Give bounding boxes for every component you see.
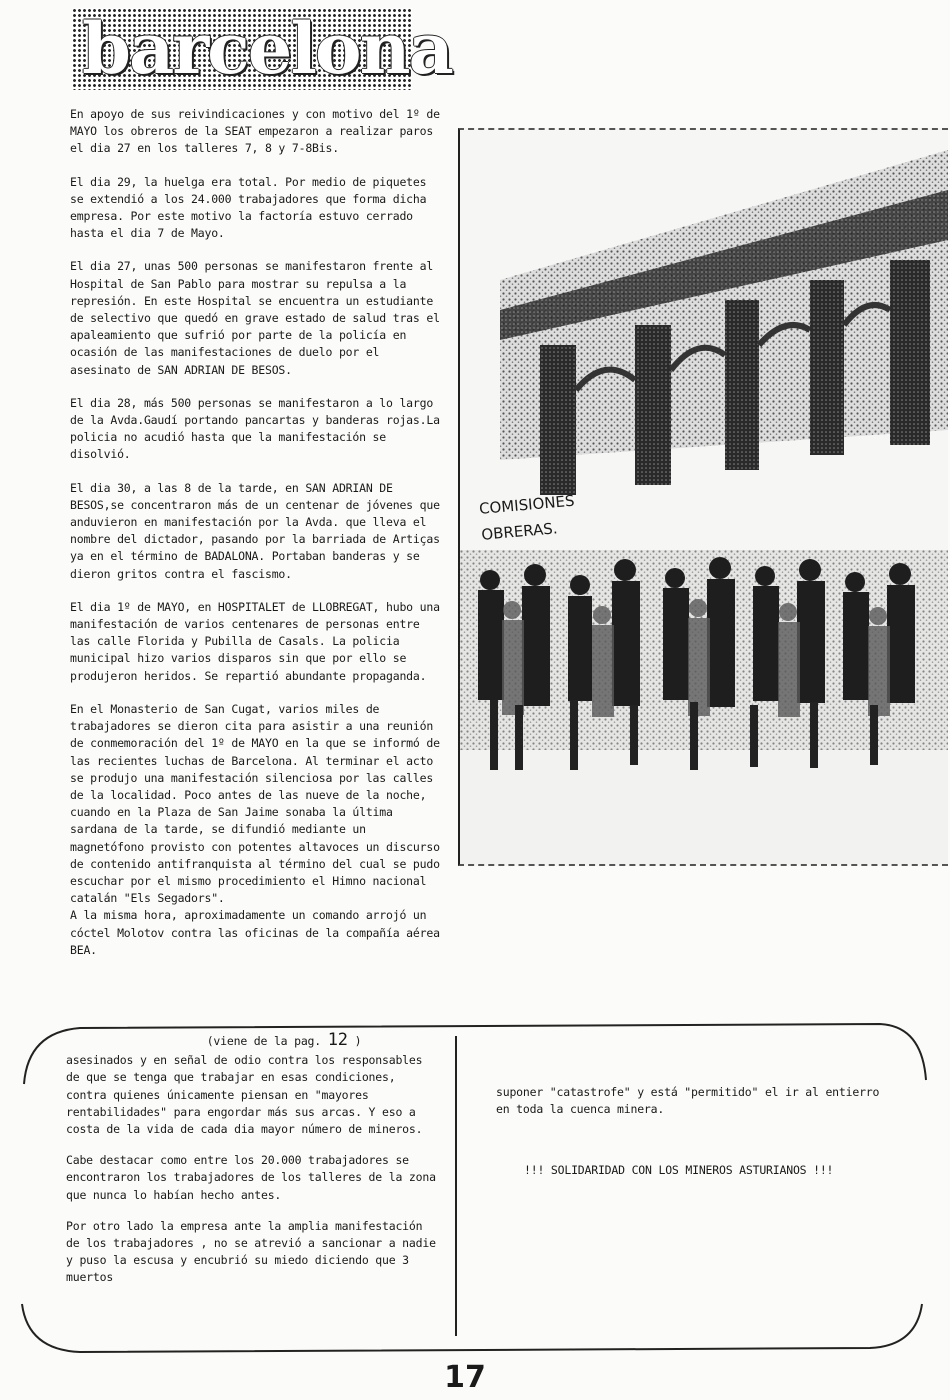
article-paragraph: En el Monasterio de San Cugat, varios miles de trabajadores se dieron cita para asistir a una reunión de conmemoración del 1º de MAYO en la que se informó de las recientes luchas de Barcelona. Al terminar el acto se produjo una manifestación silenciosa por las calles de la localidad. Poco antes de las nueve de la noche, cuando en la Plaza de San Jaime sonaba la última sardana de la tarde, se difundió mediante un magnetófono provisto con potentes altavoces un discurso de contenido antifranquista al término del cual se pudo escuchar por el mismo procedimiento el Himno nacional catalán "Els Segadors". xyxy=(70,701,440,906)
continuation-right-column xyxy=(496,1084,896,1180)
continued-from-suffix: ) xyxy=(354,1034,362,1048)
continuation-paragraph: Por otro lado la empresa ante la amplia manifestación de los trabajadores , no se atrevió a sancionar a nadie y puso la escusa y encubrió su miedo diciendo que 3 muertos xyxy=(66,1218,436,1285)
caption-line: OBRERAS. xyxy=(480,519,559,544)
article-paragraph: En apoyo de sus reivindicaciones y con motivo del 1º de MAYO los obreros de la SEAT empezaron a realizar paros el dia 27 en los talleres 7, 8 y 7-8Bis. xyxy=(70,107,440,156)
solidarity-slogan: !!! SOLIDARIDAD CON LOS MINEROS ASTURIANOS !!! xyxy=(524,1163,834,1178)
continuation-right-text: suponer "catastrofe" y está "permitido" el ir al entierro en toda la cuenca minera. xyxy=(496,1085,880,1117)
continued-from-note xyxy=(66,1032,442,1050)
continuation-paragraph: asesinados y en señal de odio contra los responsables de que se tenga que trabajar en esas condiciones, contra quienes únicamente piensan en "mayores rentabilidades" para engordar más sus arcas. Y eso a costa de la vida de cada dia mayor número de mineros. xyxy=(66,1053,423,1137)
article-paragraph: El dia 29, la huelga era total. Por medio de piquetes se extendió a los 24.000 trabajadores que forma dicha empresa. Por este motivo la factoría estuvo cerrado hasta el dia 7 de Mayo. xyxy=(70,174,427,241)
page-number: 17 xyxy=(444,1360,486,1395)
box-bottom-border xyxy=(20,1300,930,1360)
continuation-left-column xyxy=(66,1032,442,1301)
masthead-title: barcelona xyxy=(82,7,452,90)
photo-caption xyxy=(478,488,578,548)
continued-from-page: 12 xyxy=(327,1030,348,1050)
continued-from-prefix: (viene de la pag. xyxy=(206,1034,322,1048)
article-paragraph: A la misma hora, aproximadamente un comando arrojó un cóctel Molotov contra las oficinas de la compañía aérea BEA. xyxy=(70,908,440,957)
article-paragraph: El dia 1º de MAYO, en HOSPITALET de LLOBREGAT, hubo una manifestación de varios centenares de personas entre las calle Florida y Pubilla de Casals. La policia municipal hizo varios disparos sin que por ello se produjeron heridos. Se repartió abundante propaganda. xyxy=(70,599,440,683)
demonstration-photo xyxy=(458,128,948,866)
caption-line: COMISIONES xyxy=(478,491,576,518)
masthead xyxy=(72,7,452,90)
article-paragraph: El dia 30, a las 8 de la tarde, en SAN ADRIAN DE BESOS,se concentraron más de un centenar de jóvenes que anduvieron en manifestación por la Avda. que lleva el nombre del dictador, pasando por la barriada de Artiças ya en el término de BADALONA. Portaban banderas y se dieron gritos contra el fascismo. xyxy=(70,480,440,581)
continuation-paragraph: Cabe destacar como entre los 20.000 trabajadores se encontraron los trabajadores de los talleres de la zona que nunca lo habían hecho antes. xyxy=(66,1153,436,1202)
column-divider xyxy=(455,1036,457,1336)
article-column xyxy=(70,106,442,975)
article-paragraph: El dia 27, unas 500 personas se manifestaron frente al Hospital de San Pablo para mostrar su repulsa a la represión. En este Hospital se encuentra un estudiante de selectivo que quedó en grave estado de salud tras el apaleamiento que sufrió por parte de la policía en ocasión de las manifestaciones de duelo por el asesinato de SAN ADRIAN DE BESOS. xyxy=(70,259,440,377)
article-paragraph: El dia 28, más 500 personas se manifestaron a lo largo de la Avda.Gaudí portando pancartas y banderas rojas.La policia no acudió hasta que la manifestación se disolvió. xyxy=(70,395,440,462)
